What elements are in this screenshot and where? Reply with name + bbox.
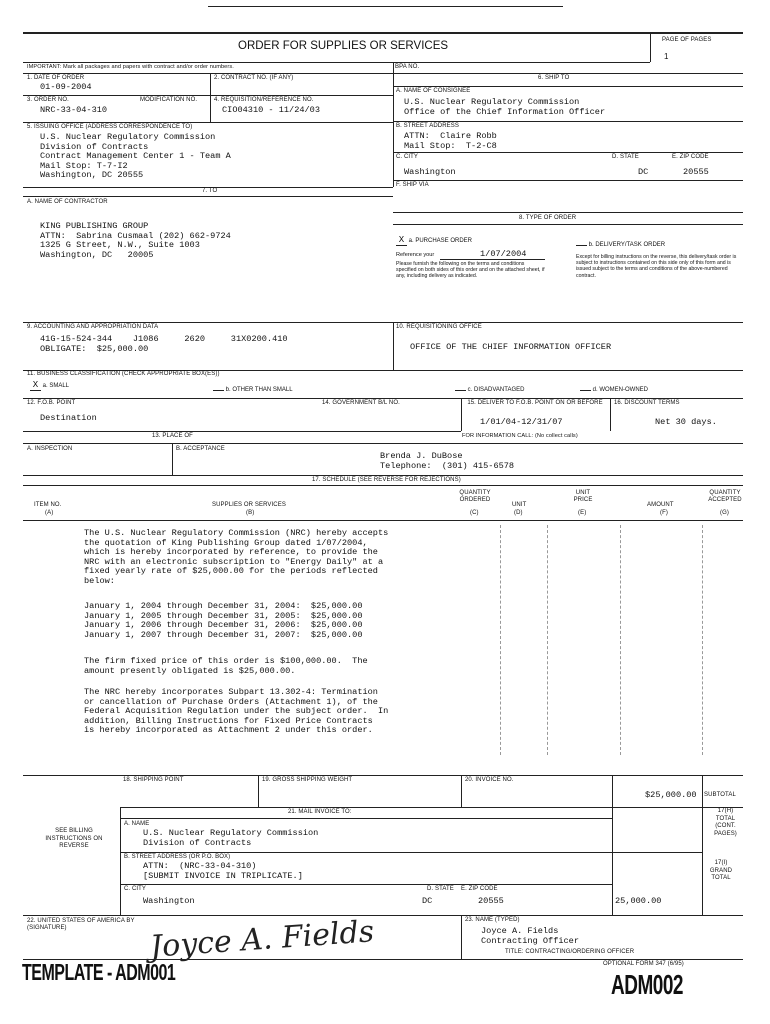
accounting-label: 9. ACCOUNTING AND APPROPRIATION DATA — [27, 324, 159, 330]
invoice-street: ATTN: (NRC-33-04-310) [SUBMIT INVOICE IN TRIPLICATE.] — [143, 861, 303, 881]
col-unit-sub: (D) — [514, 510, 523, 516]
invoice-no-label: 20. INVOICE NO. — [465, 777, 514, 783]
date-of-order-label: 1. DATE OF ORDER — [27, 75, 85, 81]
top-rule — [208, 6, 563, 7]
small-checkbox[interactable]: X — [30, 381, 41, 391]
state-label: D. STATE — [612, 154, 639, 160]
disadvantaged-checkbox[interactable] — [455, 381, 466, 391]
invoice-city: Washington — [143, 896, 195, 906]
deliver-by-date: 1/01/04-12/31/07 — [480, 417, 563, 427]
important-note: IMPORTANT: Mark all packages and papers with contract and/or order numbers. — [27, 64, 234, 70]
other-than-small-checkbox[interactable] — [213, 381, 224, 391]
info-call-label: FOR INFORMATION CALL: (No collect calls) — [462, 433, 578, 439]
shipping-point-label: 18. SHIPPING POINT — [123, 777, 184, 783]
grand-total-label: 17(I) GRAND TOTAL — [709, 860, 733, 881]
obligate-amount: OBLIGATE: $25,000.00 — [40, 344, 149, 354]
contract-no-label: 2. CONTRACT NO. (IF ANY) — [214, 75, 294, 81]
other-than-small-label: b. OTHER THAN SMALL — [225, 387, 293, 393]
issuing-office-label: 5. ISSUING OFFICE (ADDRESS CORRESPONDENCE TO) — [27, 124, 193, 130]
delivery-order-text: Except for billing instructions on the reverse, this delivery/task order is subject to instructions contained on this side only of this form and is issued subject to the terms and conditions of the above-numbered contract. — [576, 254, 737, 279]
schedule-paragraph-1: The U.S. Nuclear Regulatory Commission (NRC) hereby accepts the quotation of King Publishing Group dated 1/07/2004, which is hereby incorporated by reference, to provide the NRC with an electronic subscription to "Energy Daily" at a fixed yearly rate of $25,000.00 for the periods reflected below: — [84, 528, 389, 586]
city-label: C. CITY — [396, 154, 419, 160]
ship-via-label: F. SHIP VIA — [396, 182, 429, 188]
contact-phone: Telephone: (301) 415-6578 — [380, 461, 515, 471]
acceptance-label: B. ACCEPTANCE — [176, 446, 225, 452]
col-quantity-sub: (C) — [470, 510, 479, 516]
purchase-order-label: a. PURCHASE ORDER — [408, 238, 473, 244]
invoice-zip-label: E. ZIP CODE — [461, 886, 498, 892]
signature-label: 22. UNITED STATES OF AMERICA BY (SIGNATURE) — [27, 918, 135, 931]
col-supplies-sub: (B) — [246, 510, 255, 516]
col-quantity: QUANTITY ORDERED — [459, 490, 491, 503]
deliver-by-label: 15. DELIVER TO F.O.B. POINT ON OR BEFORE — [467, 400, 603, 406]
col-amount: AMOUNT — [647, 502, 674, 508]
col-unit-price-sub: (E) — [578, 510, 587, 516]
consignee-label: A. NAME OF CONSIGNEE — [396, 88, 471, 94]
small-label: a. SMALL — [42, 383, 70, 389]
requisition-no: CIO04310 - 11/24/03 — [222, 105, 320, 115]
schedule-periods: January 1, 2004 through December 31, 2004: $25,000.00 January 1, 2005 through December 31, 2005: $25,000.00 January 1, 2006 through December 31, 2006: $25,000.00 January 1, 2007 through December 31, 2007: $25,000.00 — [84, 601, 363, 640]
ship-to-header: 6. SHIP TO — [538, 75, 570, 81]
fob-point-label: 12. F.O.B. POINT — [27, 400, 76, 406]
reference-label: Reference your — [396, 252, 435, 258]
template-stamp: TEMPLATE - ADM001 — [22, 961, 176, 986]
order-no-label: 3. ORDER NO. — [27, 97, 69, 103]
place-of-label: 13. PLACE OF — [152, 433, 193, 439]
delivery-order-label: b. DELIVERY/TASK ORDER — [588, 242, 666, 248]
ship-city: Washington — [404, 167, 456, 177]
mail-invoice-header: 21. MAIL INVOICE TO: — [288, 809, 352, 815]
contact-name: Brenda J. DuBose — [380, 451, 463, 461]
women-owned-option[interactable] — [580, 381, 648, 393]
other-than-small-option[interactable] — [213, 381, 293, 393]
col-item-no: ITEM NO. — [34, 502, 62, 508]
purchase-order-checkbox[interactable]: X — [396, 236, 407, 246]
invoice-state: DC — [422, 896, 433, 906]
date-of-order: 01-09-2004 — [40, 82, 92, 92]
requisitioning-label: 10. REQUISITIONING OFFICE — [396, 324, 482, 330]
col-item-no-sub: (A) — [45, 510, 54, 516]
col-accepted: QUANTITY ACCEPTED — [708, 490, 742, 503]
purchase-order-text: Please furnish the following on the terms and conditions specified on both sides of this order and on the attached sheet, if any, including delivery as indicated. — [396, 261, 545, 280]
signature-image: Joyce A. Fields — [149, 914, 376, 965]
small-option[interactable] — [30, 381, 69, 391]
invoice-name: U.S. Nuclear Regulatory Commission Division of Contracts — [143, 828, 319, 848]
page-number: 1 — [664, 52, 669, 61]
invoice-state-label: D. STATE — [427, 886, 454, 892]
grand-total-amount: 25,000.00 — [615, 896, 662, 906]
schedule-paragraph-3: The NRC hereby incorporates Subpart 13.302-4: Termination or cancellation of Purchase Orders (Attachment 1), of the Federal Acquisition Regulation under the subject order. In addition, Billing Instructions for Fixed Price Contracts is hereby incorporated as Attachment 2 under this order. — [84, 687, 389, 736]
modification-label: MODIFICATION NO. — [140, 97, 198, 103]
page-of-pages-label: PAGE OF PAGES — [662, 37, 712, 43]
delivery-order-option[interactable] — [576, 236, 665, 248]
adm-code-stamp: ADM002 — [611, 971, 683, 1002]
typed-name-label: 23. NAME (TYPED) — [465, 917, 520, 923]
schedule-paragraph-2: The firm fixed price of this order is $100,000.00. The amount presently obligated is $25,000.00. — [84, 656, 368, 676]
discount-terms: Net 30 days. — [655, 417, 717, 427]
total-cont-pages: 17(H) TOTAL (CONT. PAGES) — [714, 808, 737, 837]
subtotal-label: SUBTOTAL — [704, 792, 736, 798]
form-title: ORDER FOR SUPPLIES OR SERVICES — [238, 40, 449, 52]
ship-street: ATTN: Claire Robb Mail Stop: T-2-C8 — [404, 131, 497, 151]
invoice-street-label: B. STREET ADDRESS (OR P.O. BOX) — [124, 854, 231, 860]
col-unit: UNIT — [512, 502, 527, 508]
subtotal-amount: $25,000.00 — [645, 790, 697, 800]
typed-name: Joyce A. Fields — [481, 926, 559, 936]
consignee: U.S. Nuclear Regulatory Commission Office of the Chief Information Officer — [404, 97, 606, 117]
business-classification-label: 11. BUSINESS CLASSIFICATION (CHECK APPROPRIATE BOX(ES)) — [27, 371, 220, 377]
order-no: NRC-33-04-310 — [40, 105, 108, 115]
delivery-order-checkbox[interactable] — [576, 236, 587, 246]
schedule-header: 17. SCHEDULE (SEE REVERSE FOR REJECTIONS) — [312, 477, 461, 483]
form-top-border — [23, 32, 743, 34]
ship-state: DC — [638, 167, 649, 177]
requisitioning-office: OFFICE OF THE CHIEF INFORMATION OFFICER — [410, 342, 612, 352]
issuing-office: U.S. Nuclear Regulatory Commission Division of Contracts Contract Management Center 1 - Team A Mail Stop: T-7-I2 Washington, DC 20555 — [40, 132, 231, 181]
requisition-label: 4. REQUISITION/REFERENCE NO. — [214, 97, 314, 103]
reference-date: 1/07/2004 — [480, 249, 527, 259]
type-of-order-header: 8. TYPE OF ORDER — [519, 215, 577, 221]
invoice-name-label: A. NAME — [124, 821, 150, 827]
discount-terms-label: 16. DISCOUNT TERMS — [614, 400, 680, 406]
col-unit-price: UNIT PRICE — [573, 490, 593, 503]
women-owned-label: d. WOMEN-OWNED — [592, 387, 649, 393]
col-amount-sub: (F) — [660, 510, 668, 516]
inspection-label: A. INSPECTION — [27, 446, 73, 452]
to-header: 7. TO — [202, 188, 218, 194]
shipping-weight-label: 19. GROSS SHIPPING WEIGHT — [262, 777, 353, 783]
contractor: KING PUBLISHING GROUP ATTN: Sabrina Cusmaal (202) 662-9724 1325 G Street, N.W., Suite 1003 Washington, DC 20005 — [40, 221, 231, 260]
invoice-zip: 20555 — [478, 896, 504, 906]
contractor-label: A. NAME OF CONTRACTOR — [27, 199, 108, 205]
bpa-label: BPA NO. — [395, 64, 420, 70]
zip-label: E. ZIP CODE — [672, 154, 709, 160]
women-owned-checkbox[interactable] — [580, 381, 591, 391]
purchase-order-option[interactable] — [396, 236, 472, 246]
accounting-data: 41G-15-524-344 J1086 2620 31X0200.410 — [40, 334, 288, 344]
form-footer: OPTIONAL FORM 347 (6/95) — [603, 961, 684, 967]
title-label: TITLE: CONTRACTING/ORDERING OFFICER — [505, 949, 635, 955]
ship-zip: 20555 — [683, 167, 709, 177]
disadvantaged-option[interactable] — [455, 381, 524, 393]
gov-bl-label: 14. GOVERNMENT B/L NO. — [322, 400, 400, 406]
col-accepted-sub: (G) — [720, 510, 729, 516]
fob-point: Destination — [40, 413, 97, 423]
street-address-label: B. STREET ADDRESS — [396, 123, 459, 129]
see-billing-instructions: SEE BILLING INSTRUCTIONS ON REVERSE — [45, 828, 103, 849]
officer-title: Contracting Officer — [481, 936, 579, 946]
col-supplies: SUPPLIES OR SERVICES — [212, 502, 286, 508]
invoice-city-label: C. CITY — [124, 886, 147, 892]
disadvantaged-label: c. DISADVANTAGED — [467, 387, 525, 393]
